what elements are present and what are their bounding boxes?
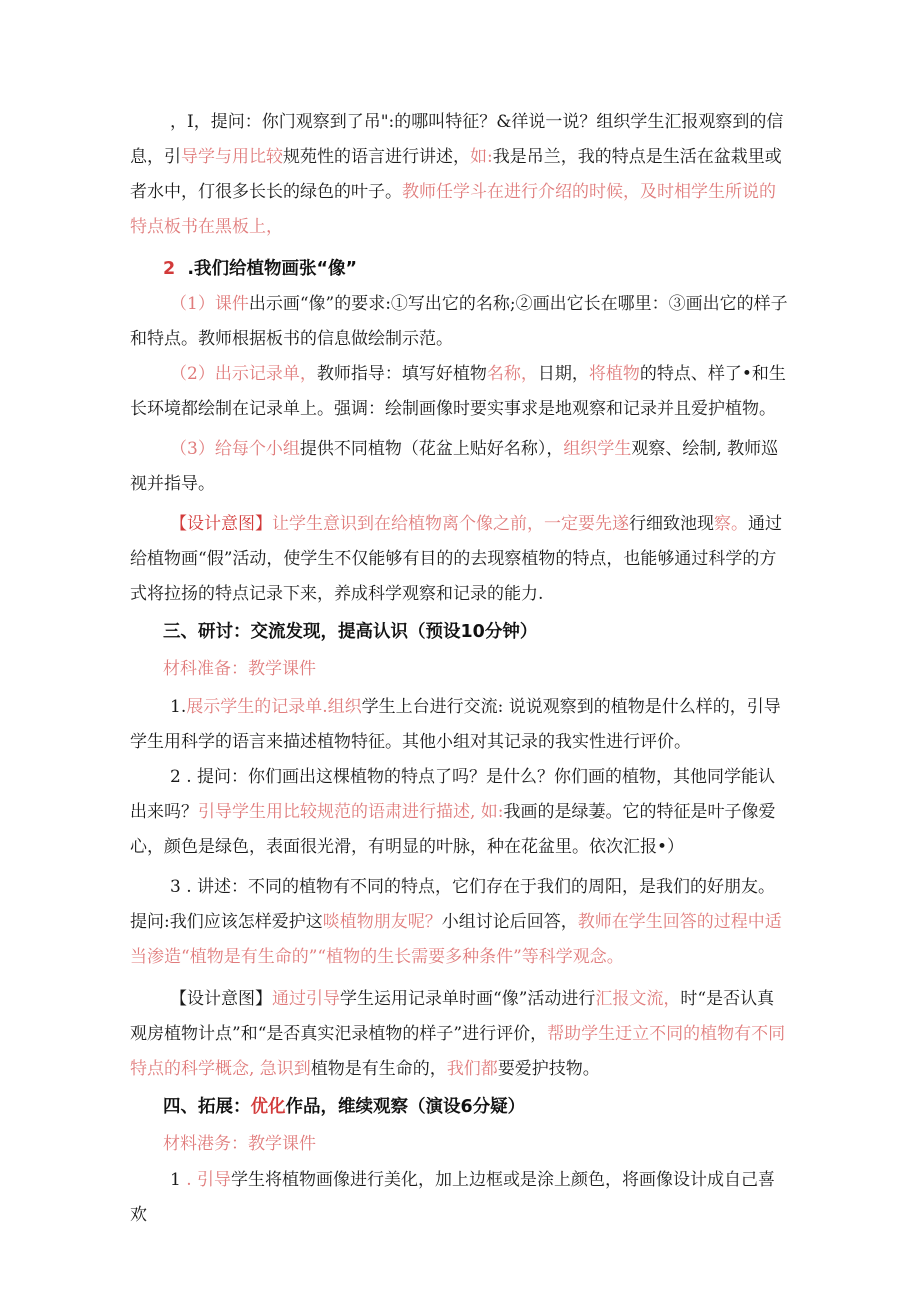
materials-extension: 材料港务：教学课件 <box>163 1134 316 1154</box>
paragraph-design-intent-1: 【设计意图】让学生意识到在给植物离个像之前，一定要先遂行细致池现察。通过给植物画“假”活动，使学生不仅能够有目的的去现察植物的特点，也能够通过科学的方式将拉扬的特点记录下来，养成科学观察和记录的能力. <box>130 514 782 604</box>
paragraph-discussion-3: 3 . 讲述：不同的植物有不同的特点，它们存在于我们的周阳，是我们的好朋友。提问:我们应该怎样爱护这啖植物朋友呢？小组讨论后回答，教师在学生回答的过程中适当渗造“植物是有生命的”“植物的生长需要多种条件”等科学观念。 <box>130 877 782 967</box>
paragraph-step-2: （2）出示记录单，教师指导：填写好植物名称，日期，将植物的特点、样了•和生长环境都绘制在记录单上。强调：绘制画像时要实事求是地观察和记录并且爱护植物。 <box>130 364 786 419</box>
paragraph-step-1: （1）课件出示画“像”的要求:①写出它的名称;②画出它长在哪里：③画出它的样子和特点。教师根据板书的信息做绘制示范。 <box>130 294 788 349</box>
paragraph-discussion-1: 1.展示学生的记录单.组织学生上台进行交流: 说说观察到的植物是什么样的，引导学生用科学的语言来描述植物特征。其他小组对其记录的我实性进行评价。 <box>130 697 781 752</box>
materials-discussion: 材科准备：教学课件 <box>163 659 316 679</box>
paragraph-discussion-2: 2 . 提问：你们画出这棵植物的特点了吗？是什么？你们画的植物，其他同学能认出来吗？引导学生用比较规范的语肃进行描述, 如:我画的是绿萋。它的特征是叶子像爱心，颜色是绿色，表面很光滑，有明显的叶脉，种在花盆里。依次汇报•） <box>130 767 776 857</box>
section-heading-discussion: 三、研讨：交流发现，提高认识（预设10分钟） <box>163 622 538 642</box>
paragraph-observation-question: ，I，提问：你门观察到了吊":的哪叫特征？&徉说一说？组织学生汇报观察到的信息，引导学与用比较规苑性的语言进行讲述，如:我是吊兰，我的特点是生活在盆栽里或者水中，仃很多长长的绿色的叶子。教师任学斗在进行介绍的时候，及时相学生所说的特点板书在黑板上， <box>130 112 784 237</box>
paragraph-step-3: （3）给每个小组提供不同植物（花盆上贴好名称），组织学生观察、绘制, 教师巡视并指导。 <box>130 439 779 494</box>
paragraph-design-intent-2: 【设计意图】通过引导学生运用记录单时画“像”活动进行汇报文流，时“是否认真观房植物计点”和“是否真实汜录植物的样子”进行评价，帮助学生迂立不同的植物有不同特点的科学概念, 急识到植物是有生命的，我们都要爱护技物。 <box>130 989 786 1079</box>
section-heading-draw-portrait: 2 .我们给植物画张“像” <box>163 259 358 279</box>
section-heading-extension: 四、拓展：优化作品，维续观察（演设6分疑） <box>163 1097 526 1117</box>
paragraph-extension-1: 1 . 引导学生将植物画像进行美化，加上边框或是涂上颜色，将画像设计成自己喜欢 <box>130 1170 776 1225</box>
